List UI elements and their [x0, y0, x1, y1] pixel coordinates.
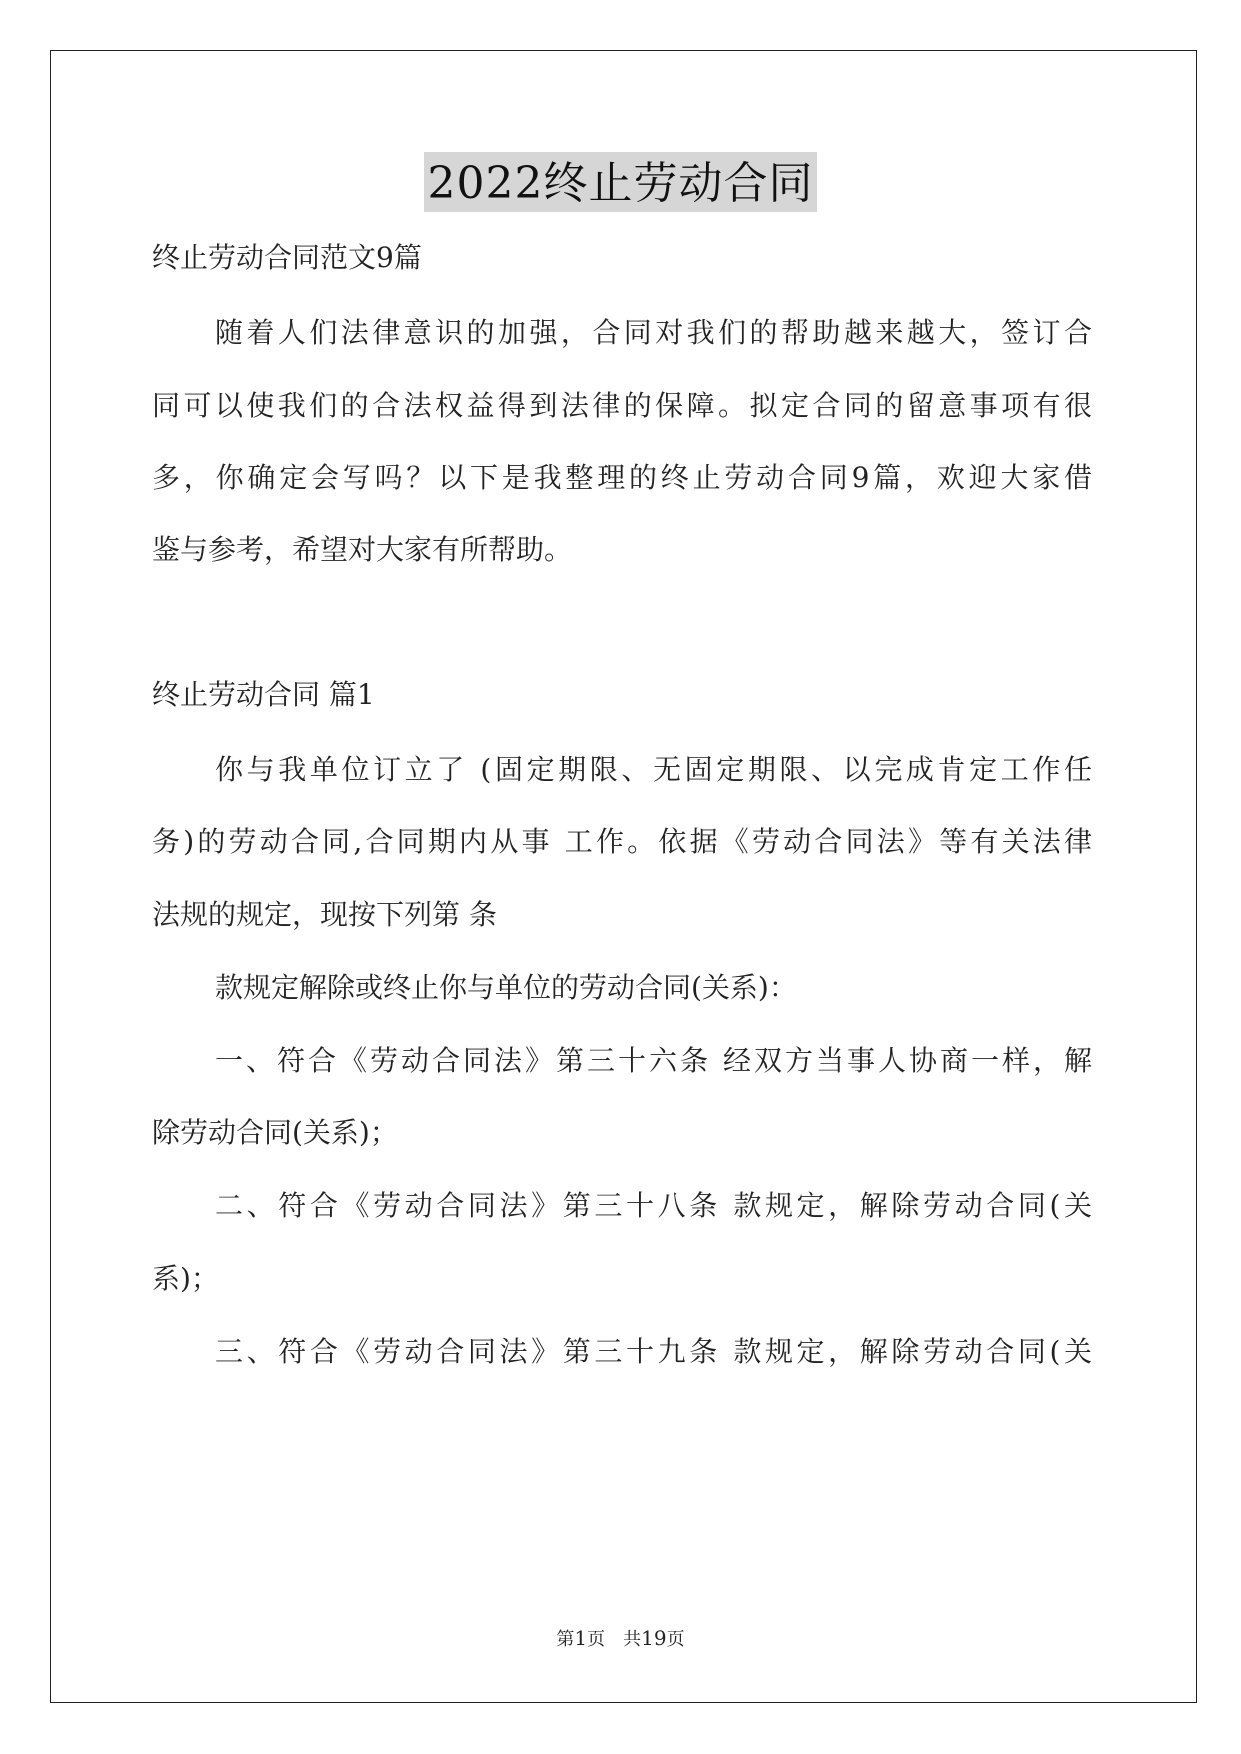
page-mid: 页 共: [587, 1629, 642, 1650]
document-title: 2022终止劳动合同: [424, 152, 818, 212]
paragraph-line: 除劳动合同(关系)；: [152, 1116, 398, 1149]
paragraph-line: 鉴与参考，希望对大家有所帮助。: [152, 533, 573, 566]
paragraph-line: 随着人们法律意识的加强，合同对我们的帮助越来越大，签订合: [215, 316, 1092, 349]
paragraph-line: 系)；: [152, 1262, 219, 1295]
paragraph-line: 你与我单位订立了 (固定期限、无固定期限、以完成肯定工作任: [215, 753, 1092, 786]
page-border: [50, 50, 1197, 1703]
paragraph-line: 法规的规定，现按下列第 条: [152, 898, 497, 931]
paragraph-line: 务)的劳动合同,合同期内从事 工作。依据《劳动合同法》等有关法律: [152, 825, 1092, 858]
page-prefix: 第: [556, 1629, 575, 1650]
page-suffix: 页: [666, 1629, 685, 1650]
paragraph-line: 多，你确定会写吗？以下是我整理的终止劳动合同9篇，欢迎大家借: [152, 461, 1092, 494]
section-heading: 终止劳动合同 篇1: [152, 678, 375, 711]
paragraph-line: 同可以使我们的合法权益得到法律的保障。拟定合同的留意事项有很: [152, 389, 1092, 422]
page-footer: [0, 1627, 1241, 1651]
paragraph-line: 三、符合《劳动合同法》第三十九条 款规定，解除劳动合同(关: [215, 1335, 1092, 1368]
paragraph-line: 二、符合《劳动合同法》第三十八条 款规定，解除劳动合同(关: [215, 1189, 1092, 1222]
page-current: 1: [574, 1626, 588, 1650]
document-subtitle: 终止劳动合同范文9篇: [152, 241, 422, 274]
page-total: 19: [641, 1626, 667, 1650]
paragraph-line: 款规定解除或终止你与单位的劳动合同(关系)：: [215, 971, 797, 1004]
paragraph-line: 一、符合《劳动合同法》第三十六条 经双方当事人协商一样，解: [215, 1044, 1092, 1077]
title-container: [0, 152, 1241, 212]
